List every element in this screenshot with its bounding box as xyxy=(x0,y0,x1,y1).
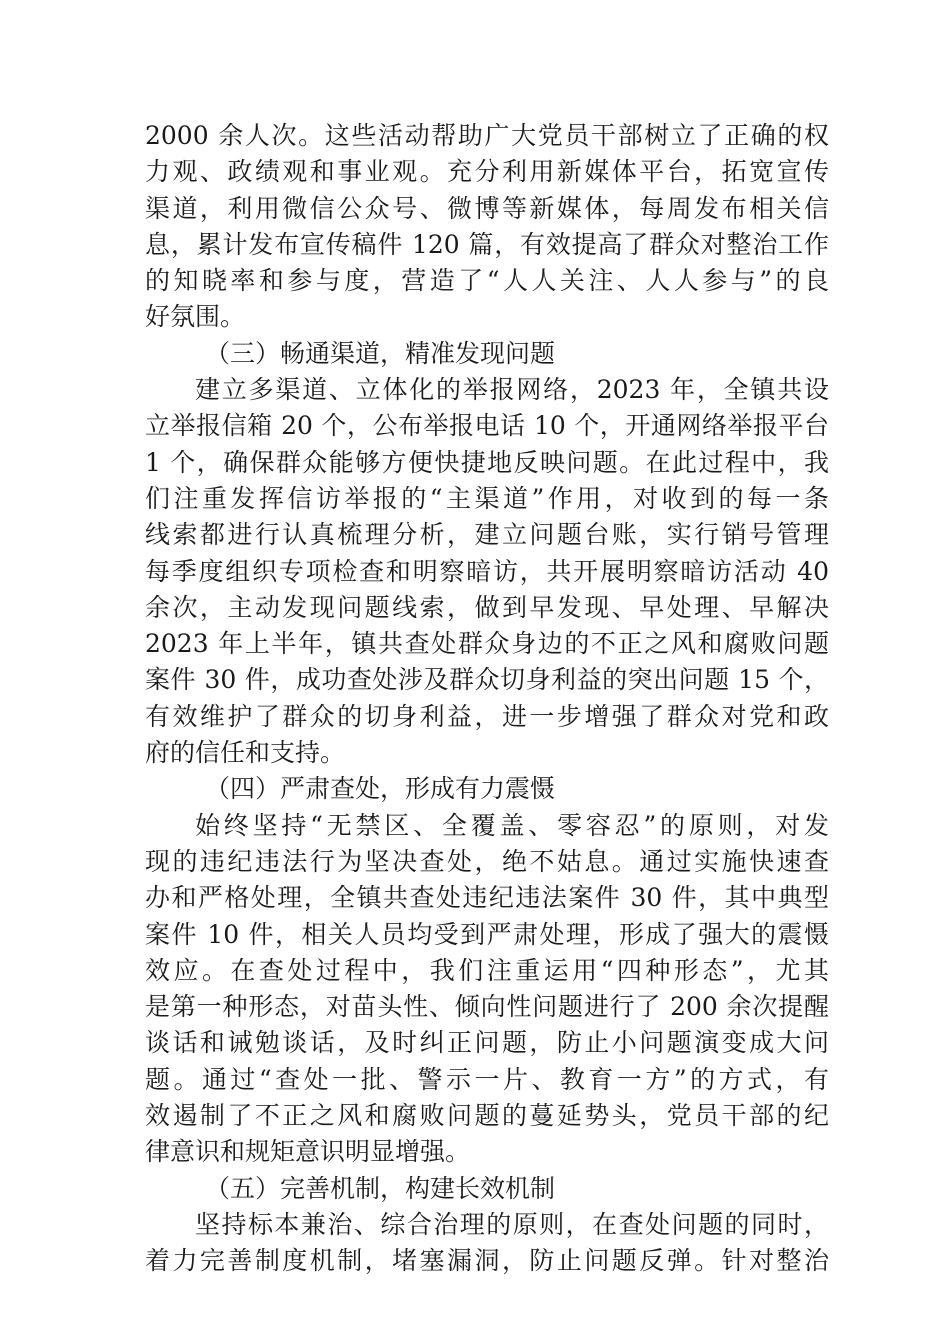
text-line: 坚持标本兼治、综合治理的原则，在查处问题的同时， xyxy=(195,1209,829,1239)
section-heading-5: （五）完善机制，构建长效机制 xyxy=(205,1173,556,1203)
text-line: 现的违纪违法行为坚决查处，绝不姑息。通过实施快速查 xyxy=(145,846,829,876)
text-line: 题。通过“查处一批、警示一片、教育一方”的方式，有 xyxy=(145,1064,829,1094)
text-line: 们注重发挥信访举报的“主渠道”作用，对收到的每一条 xyxy=(145,483,829,513)
text-line: 是第一种形态，对苗头性、倾向性问题进行了 200 余次提醒 xyxy=(145,992,829,1022)
paragraph-4 xyxy=(145,1207,829,1280)
document-body xyxy=(145,118,829,1280)
text-line: 谈话和诫勉谈话，及时纠正问题，防止小问题演变成大问 xyxy=(145,1028,829,1058)
text-line: 每季度组织专项检查和明察暗访，共开展明察暗访活动 40 xyxy=(145,556,829,586)
text-line: 好氛围。 xyxy=(145,302,246,332)
text-line: 线索都进行认真梳理分析，建立问题台账，实行销号管理 xyxy=(145,520,829,550)
section-heading-3: （三）畅通渠道，精准发现问题 xyxy=(205,338,556,368)
text-line: 着力完善制度机制，堵塞漏洞，防止问题反弹。针对整治 xyxy=(145,1246,829,1276)
section-heading-4: （四）严肃查处，形成有力震慑 xyxy=(205,774,556,804)
paragraph-3 xyxy=(145,808,829,1171)
text-line: 息，累计发布宣传稿件 120 篇，有效提高了群众对整治工作 xyxy=(145,229,829,259)
text-line: 2023 年上半年，镇共查处群众身边的不正之风和腐败问题 xyxy=(145,629,829,659)
text-line: 余次，主动发现问题线索，做到早发现、早处理、早解决 xyxy=(145,592,829,622)
paragraph-1 xyxy=(145,118,829,336)
text-line: 立举报信箱 20 个，公布举报电话 10 个，开通网络举报平台 xyxy=(145,411,829,441)
text-line: 2000 余人次。这些活动帮助广大党员干部树立了正确的权 xyxy=(145,121,829,150)
text-line: 有效维护了群众的切身利益，进一步增强了群众对党和政 xyxy=(145,701,829,731)
text-line: 案件 10 件，相关人员均受到严肃处理，形成了强大的震慑 xyxy=(145,919,829,949)
text-line: 办和严格处理，全镇共查处违纪违法案件 30 件，其中典型 xyxy=(145,883,829,913)
text-line: 案件 30 件，成功查处涉及群众切身利益的突出问题 15 个， xyxy=(145,665,829,695)
text-line: 府的信任和支持。 xyxy=(145,738,346,768)
text-line: 渠道，利用微信公众号、微博等新媒体，每周发布相关信 xyxy=(145,193,829,223)
text-line: 效应。在查处过程中，我们注重运用“四种形态”，尤其 xyxy=(145,955,829,985)
text-line: 律意识和规矩意识明显增强。 xyxy=(145,1137,471,1167)
text-line: 始终坚持“无禁区、全覆盖、零容忍”的原则，对发 xyxy=(195,810,829,840)
text-line: 效遏制了不正之风和腐败问题的蔓延势头，党员干部的纪 xyxy=(145,1101,829,1131)
paragraph-2 xyxy=(145,372,829,771)
text-line: 1 个，确保群众能够方便快捷地反映问题。在此过程中，我 xyxy=(145,447,829,477)
text-line: 力观、政绩观和事业观。充分利用新媒体平台，拓宽宣传 xyxy=(145,157,829,187)
text-line: 建立多渠道、立体化的举报网络，2023 年，全镇共设 xyxy=(195,375,829,405)
text-line: 的知晓率和参与度，营造了“人人关注、人人参与”的良 xyxy=(145,266,829,296)
